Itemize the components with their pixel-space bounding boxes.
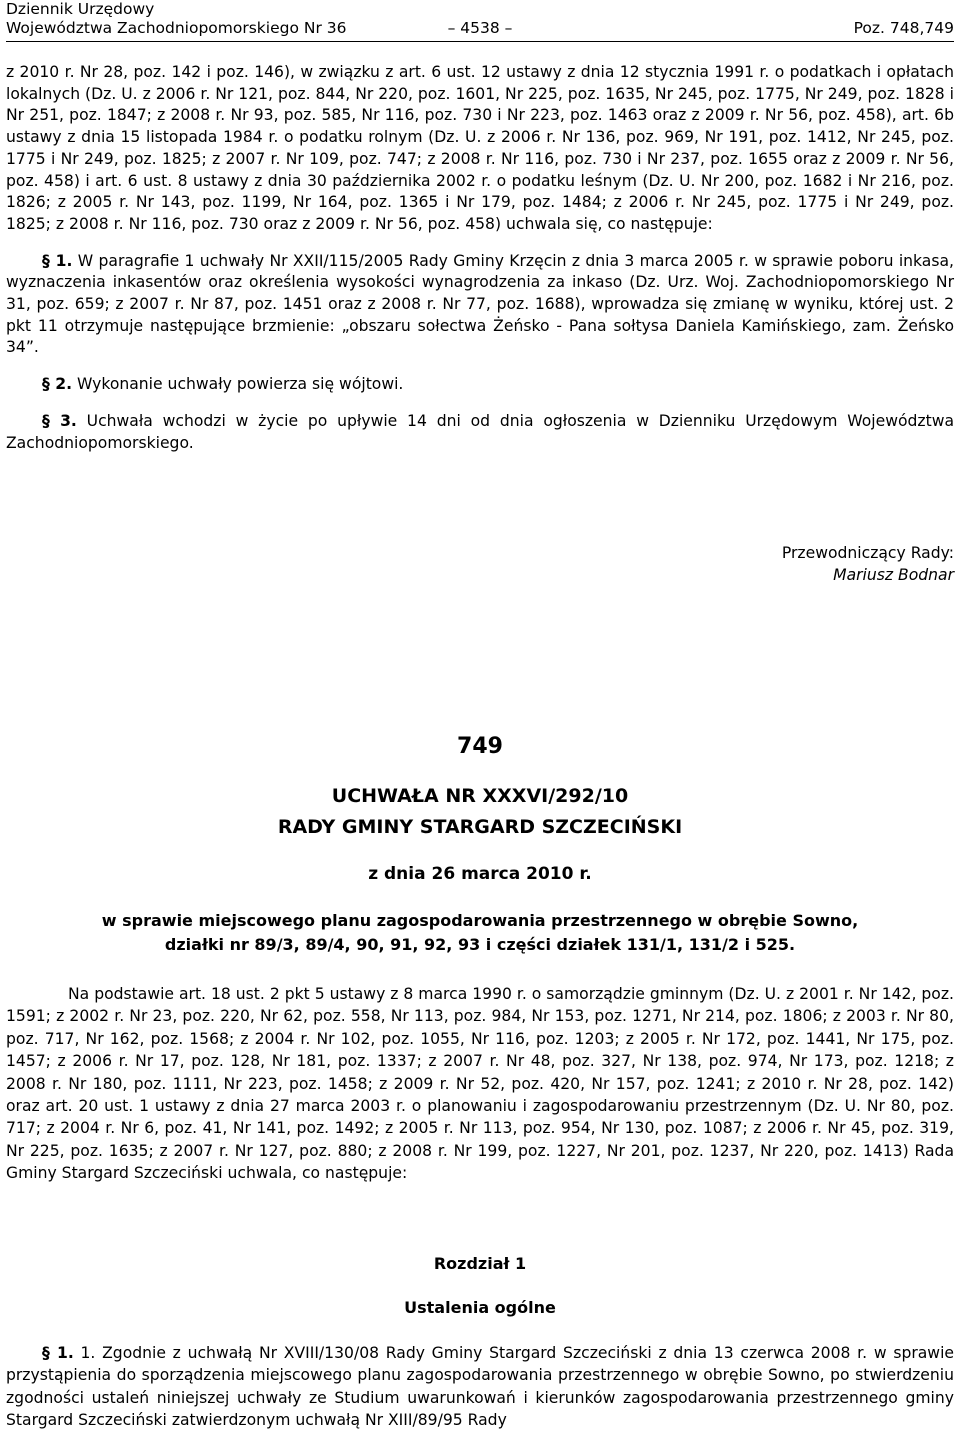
signature-block (782, 542, 954, 586)
section-text: W paragrafie 1 uchwały Nr XXII/115/2005 Rady Gminy Krzęcin z dnia 3 marca 2005 r. w sprawie poboru inkasa, wyznaczenia inkasentów oraz określenia wysokości wynagrodzenia za inkaso (Dz. Urz. Woj. Zachodniopomorskiego Nr 31, poz. 659; z 2007 r. Nr 87, poz. 1451 oraz z 2008 r. Nr 77, poz. 1688), wprowadza się zmianę w wyniku, której ust. 2 pkt 11 otrzymuje następujące brzmienie: „obszaru sołectwa Żeńsko - Pana sołtysa Daniela Kamińskiego, zam. Żeńsko 34”. (6, 251, 954, 357)
section-2 (6, 374, 954, 396)
section-mark: § 2. (42, 375, 72, 394)
legal-basis-text: Na podstawie art. 18 ust. 2 pkt 5 ustawy z 8 marca 1990 r. o samorządzie gminnym (Dz. U. z 2001 r. Nr 142, poz. 1591; z 2002 r. Nr 23, poz. 220, Nr 62, poz. 558, Nr 113, poz. 984, Nr 153, poz. 1271, Nr 214, poz. 1806; z 2003 r. Nr 80, poz. 717, Nr 162, poz. 1568; z 2004 r. Nr 102, poz. 1055, Nr 116, poz. 1203; z 2005 r. Nr 172, poz. 1441, Nr 175, poz. 1457; z 2006 r. Nr 17, poz. 128, Nr 181, poz. 1337; z 2007 r. Nr 48, poz. 327, Nr 138, poz. 974, Nr 173, poz. 1218; z 2008 r. Nr 180, poz. 1111, Nr 223, poz. 1458; z 2009 r. Nr 52, poz. 420, Nr 157, poz. 1241; z 2010 r. Nr 28, poz. 142) oraz art. 20 ust. 1 ustawy z dnia 27 marca 2003 r. o planowaniu i zagospodarowaniu przestrzennym (Dz. U. Nr 80, poz. 717; z 2004 r. Nr 6, poz. 41, Nr 141, poz. 1492; z 2005 r. Nr 113, poz. 954, Nr 130, poz. 1087; z 2006 r. Nr 45, poz. 319, Nr 225, poz. 1635; z 2007 r. Nr 127, poz. 880; z 2008 r. Nr 199, poz. 1227, Nr 201, poz. 1237, Nr 220, poz. 1413) Rada Gminy Stargard Szczeciński uchwala, co następuje: (6, 985, 954, 1183)
section-text: 1. Zgodnie z uchwałą Nr XVIII/130/08 Rady Gminy Stargard Szczeciński z dnia 13 czerwca 2008 r. w sprawie przystąpienia do sporządzenia miejscowego planu zagospodarowania przestrzennego w obrębie Sowno, po stwierdzeniu zgodności ustaleń niniejszej uchwały ze Studium uwarunkowań i kierunków zagospodarowania przestrzennego gminy Stargard Szczeciński zatwierdzonym uchwałą Nr XIII/89/95 Rady (6, 1344, 954, 1430)
journal-name: Dziennik Urzędowy (6, 0, 155, 18)
page-number: – 4538 – (447, 19, 513, 37)
page-header (6, 0, 954, 39)
section-mark: § 3. (42, 411, 77, 430)
section-1 (6, 251, 954, 360)
section-text: Wykonanie uchwały powierza się wójtowi. (76, 375, 404, 394)
act-subject (6, 909, 954, 957)
act-number: 749 (457, 734, 503, 759)
header-rule (6, 41, 954, 42)
previous-act-body (6, 62, 954, 454)
section-mark: § 1. (42, 251, 73, 270)
act-title-block (6, 732, 954, 957)
previous-act-intro: z 2010 r. Nr 28, poz. 142 i poz. 146), w związku z art. 6 ust. 12 ustawy z dnia 12 stycznia 1991 r. o podatkach i opłatach lokalnych (Dz. U. z 2006 r. Nr 121, poz. 844, Nr 220, poz. 1601, Nr 225, poz. 1635, Nr 245, poz. 1775, Nr 249, poz. 1828 i Nr 251, poz. 1847; z 2008 r. Nr 93, poz. 585, Nr 116, poz. 730 i Nr 223, poz. 1463 oraz z 2009 r. Nr 56, poz. 458), art. 6b ustawy z dnia 15 listopada 1984 r. o podatku rolnym (Dz. U. z 2006 r. Nr 136, poz. 969, Nr 191, poz. 1412, Nr 245, poz. 1775 i Nr 249, poz. 1825; z 2007 r. Nr 109, poz. 747; z 2008 r. Nr 116, poz. 730 i Nr 237, poz. 1655 oraz z 2009 r. Nr 56, poz. 458) i art. 6 ust. 8 ustawy z dnia 30 października 2002 r. o podatku leśnym (Dz. U. Nr 200, poz. 1682 i Nr 216, poz. 1826; z 2005 r. Nr 143, poz. 1199, Nr 164, poz. 1365 i Nr 179, poz. 1484; z 2006 r. Nr 245, poz. 1775 i Nr 249, poz. 1825; z 2008 r. Nr 116, poz. 730 oraz z 2009 r. Nr 56, poz. 458) uchwala się, co następuje: (6, 63, 954, 233)
signature-role: Przewodniczący Rady: (781, 544, 954, 562)
journal-region: Województwa Zachodniopomorskiego Nr 36 (6, 19, 347, 37)
section-mark: § 1. (42, 1344, 74, 1362)
signature-name: Mariusz Bodnar (833, 566, 954, 584)
act-date: z dnia 26 marca 2010 r. (368, 864, 592, 884)
section-3 (6, 411, 954, 454)
position-number: Poz. 748,749 (853, 19, 954, 37)
act-title (6, 781, 954, 843)
act-subject-line-2: działki nr 89/3, 89/4, 90, 91, 92, 93 i części działek 131/1, 131/2 i 525. (164, 935, 796, 954)
act-title-line-2: RADY GMINY STARGARD SZCZECIŃSKI (277, 816, 683, 838)
act-subject-line-1: w sprawie miejscowego planu zagospodarowania przestrzennego w obrębie Sowno, (101, 911, 859, 930)
legal-basis (6, 983, 954, 1185)
act-section-1 (6, 1342, 954, 1432)
section-text: Uchwała wchodzi w życie po upływie 14 dni od dnia ogłoszenia w Dzienniku Urzędowym Województwa Zachodniopomorskiego. (6, 411, 955, 452)
chapter-heading: Rozdział 1 (433, 1254, 527, 1273)
act-title-line-1: UCHWAŁA NR XXXVI/292/10 (331, 785, 629, 807)
chapter-title: Ustalenia ogólne (404, 1298, 556, 1317)
